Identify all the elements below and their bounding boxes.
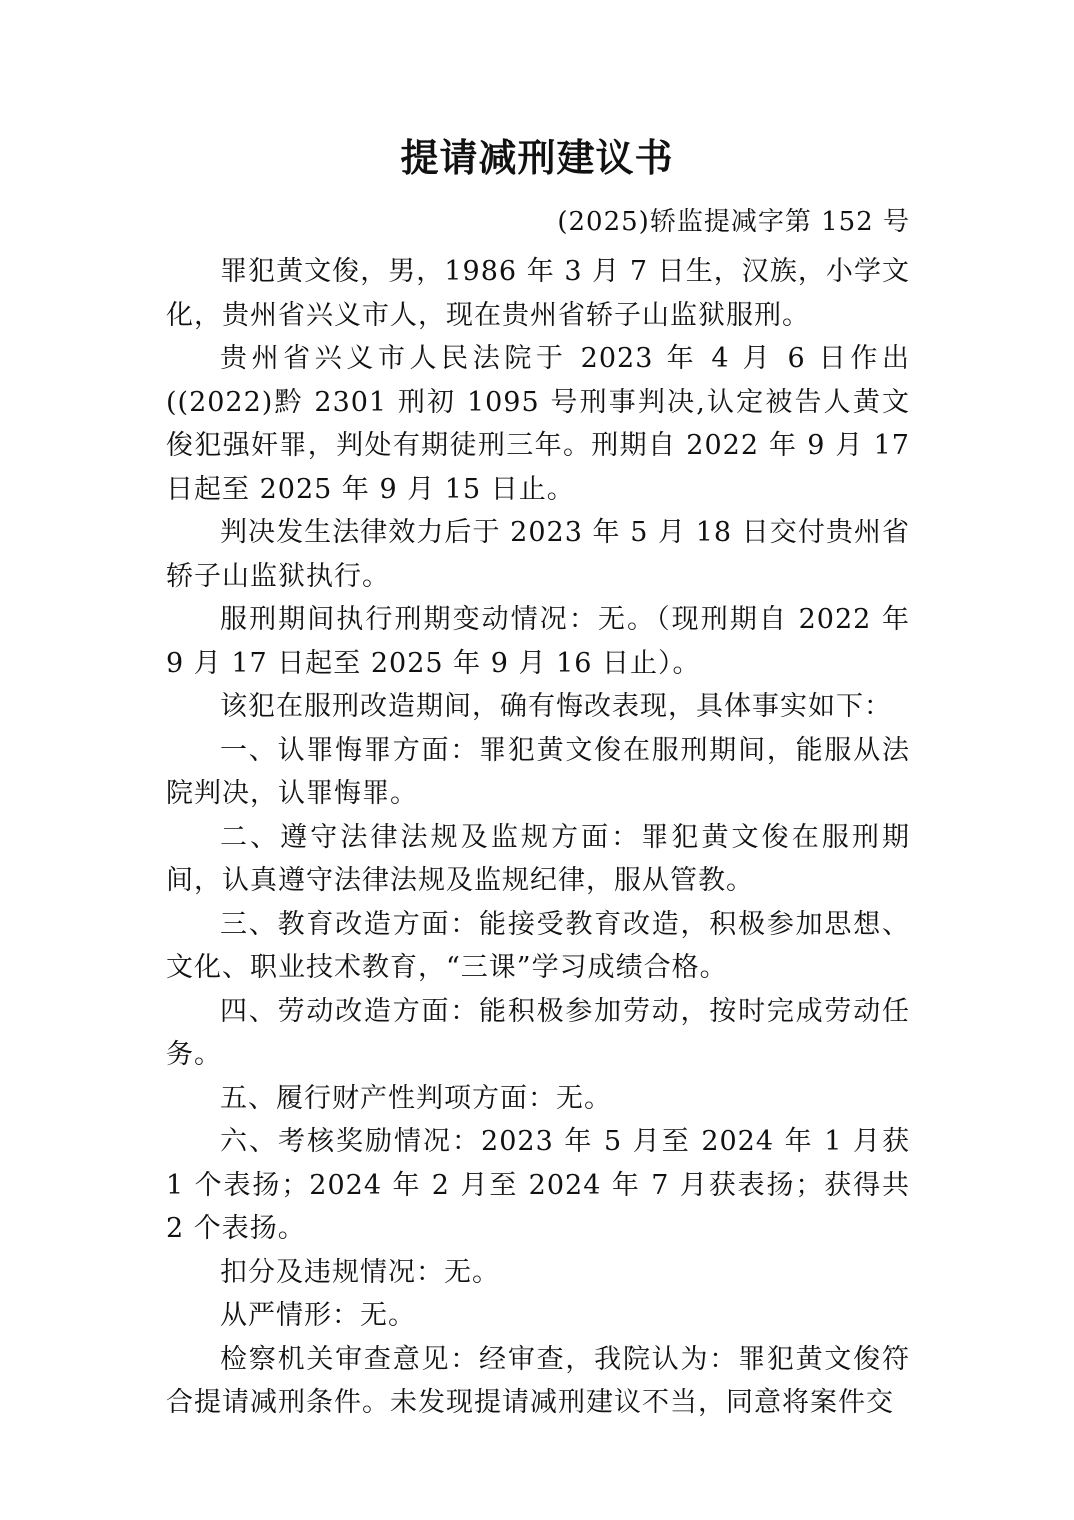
paragraph-facts-intro: 该犯在服刑改造期间，确有悔改表现，具体事实如下： — [220, 691, 892, 722]
paragraph-property: 五、履行财产性判项方面：无。 — [220, 1082, 612, 1114]
document-number: (2025)轿监提减字第 152 号 — [557, 207, 910, 237]
paragraph-strict-circumstances: 从严情形：无。 — [220, 1300, 416, 1331]
paragraph-labor: 四、劳动改造方面：能积极参加劳动，按时完成劳动任务。 — [166, 995, 910, 1070]
paragraph-education: 三、教育改造方面：能接受教育改造，积极参加思想、文化、职业技术教育，“三课”学习成绩合格。 — [166, 908, 910, 983]
paragraph-rewards: 六、考核奖励情况：2023 年 5 月至 2024 年 1 月获 1 个表扬；2024 年 2 月至 2024 年 7 月获表扬；获得共 2 个表扬。 — [166, 1126, 910, 1244]
paragraph-sentence-change: 服刑期间执行刑期变动情况：无。（现刑期自 2022 年 9 月 17 日起至 2025 年 9 月 16 日止）。 — [166, 604, 910, 679]
paragraph-delivery: 判决发生法律效力后于 2023 年 5 月 18 日交付贵州省轿子山监狱执行。 — [166, 517, 910, 592]
paragraph-repentance: 一、认罪悔罪方面：罪犯黄文俊在服刑期间，能服从法院判决，认罪悔罪。 — [166, 734, 910, 809]
paragraph-procuratorate-opinion: 检察机关审查意见：经审查，我院认为：罪犯黄文俊符合提请减刑条件。未发现提请减刑建议不当，同意将案件交 — [166, 1343, 910, 1418]
paragraph-criminal-info: 罪犯黄文俊，男，1986 年 3 月 7 日生，汉族，小学文化，贵州省兴义市人，现在贵州省轿子山监狱服刑。 — [166, 256, 910, 331]
paragraph-judgment: 贵州省兴义市人民法院于 2023 年 4 月 6 日作出((2022)黔 2301 刑初 1095 号刑事判决,认定被告人黄文俊犯强奸罪，判处有期徒刑三年。刑期自 2022 年 9 月 17 日起至 2025 年 9 月 15 日止。 — [166, 343, 910, 505]
document-title: 提请减刑建议书 — [400, 135, 674, 180]
document-body — [166, 250, 910, 1425]
paragraph-deductions: 扣分及违规情况：无。 — [220, 1256, 500, 1288]
paragraph-compliance: 二、遵守法律法规及监规方面：罪犯黄文俊在服刑期间，认真遵守法律法规及监规纪律，服从管教。 — [166, 821, 910, 896]
